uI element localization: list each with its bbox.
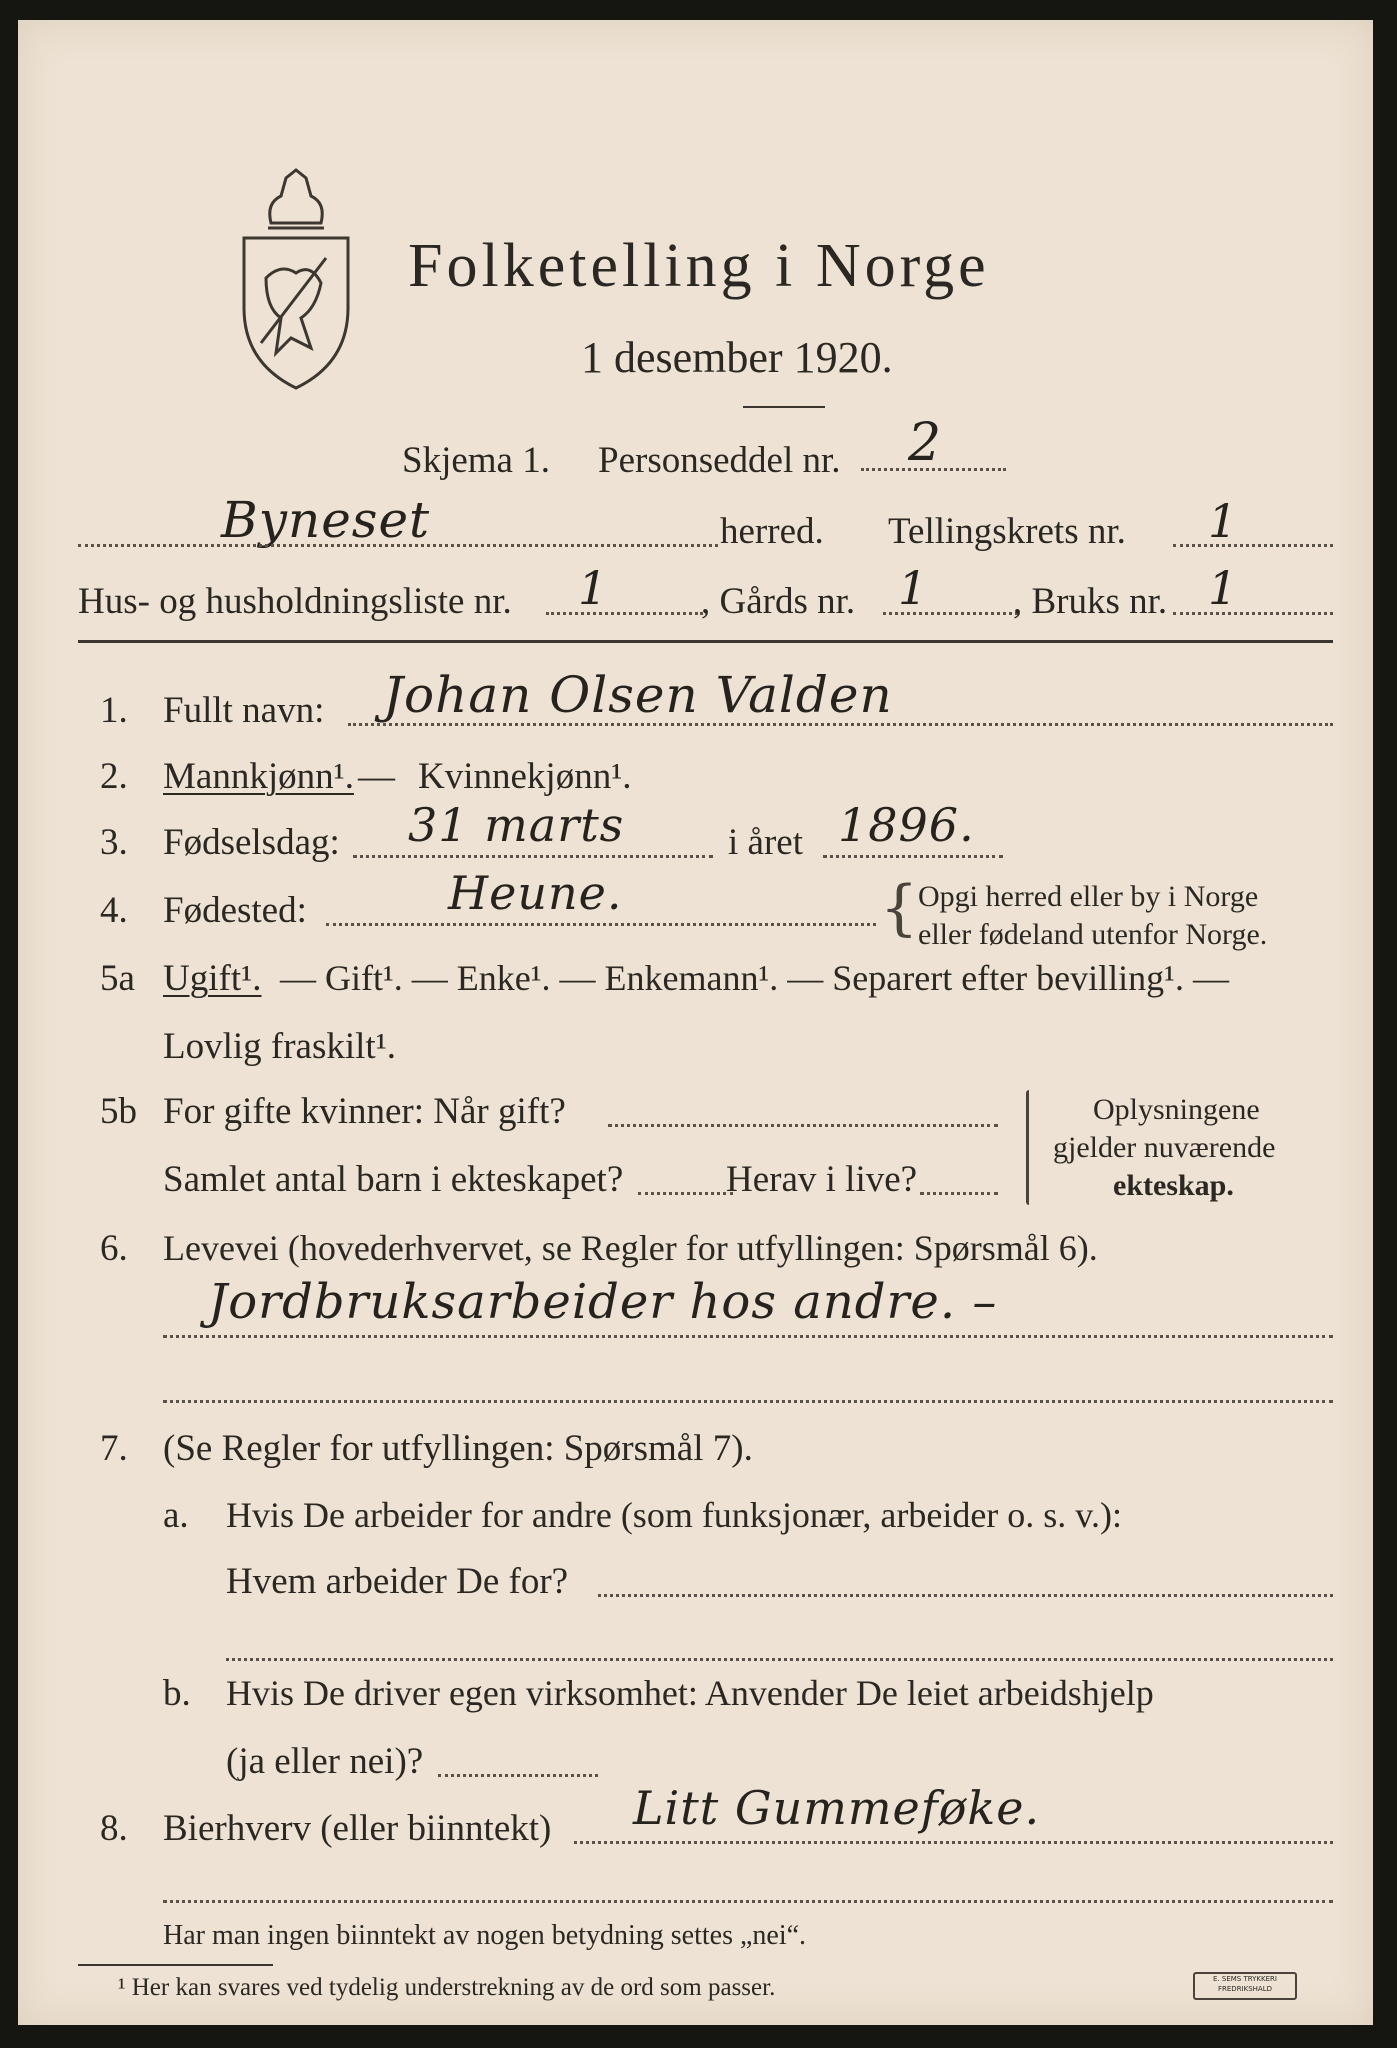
bruks-line	[1173, 612, 1333, 615]
herred-value: Byneset	[221, 491, 431, 549]
q5b-bracket	[1026, 1090, 1029, 1205]
q8-value: Litt Gummeføke.	[633, 1781, 1041, 1835]
gards-label: , Gårds nr.	[701, 581, 856, 622]
q5b-note-1: Oplysningene	[1093, 1093, 1260, 1126]
census-date: 1 desember 1920.	[581, 333, 893, 382]
q6-number: 6.	[100, 1228, 128, 1269]
q5b-children-label: Samlet antal barn i ekteskapet?	[163, 1159, 624, 1200]
q5b-label: For gifte kvinner: Når gift?	[163, 1091, 566, 1132]
q3-year-value: 1896.	[838, 798, 975, 852]
q7b-line-2: (ja eller nei)?	[226, 1741, 424, 1782]
q3-label: Fødselsdag:	[163, 822, 340, 863]
tellingskrets-label: Tellingskrets nr.	[888, 511, 1126, 552]
q5b-number: 5b	[100, 1091, 137, 1132]
form-title: Folketelling i Norge	[408, 232, 990, 300]
q5b-note-2: gjelder nuværende	[1053, 1131, 1276, 1164]
herred-label: herred.	[720, 511, 824, 552]
husliste-value: 1	[578, 561, 609, 615]
gards-value: 1	[898, 561, 929, 615]
herred-line	[78, 544, 718, 547]
q4-value: Heune.	[448, 866, 623, 920]
q5b-alive-line	[920, 1192, 998, 1195]
q2-number: 2.	[100, 756, 128, 797]
personseddel-label: Personseddel nr.	[598, 440, 841, 481]
q5a-options: — Gift¹. — Enke¹. — Enkemann¹. — Separert efter bevilling¹. —	[280, 958, 1229, 998]
q3-year-line	[823, 855, 1003, 858]
q2-separator: —	[358, 756, 395, 797]
q5b-married-line	[608, 1124, 998, 1127]
q5b-alive-label: Herav i live?	[726, 1159, 918, 1200]
q4-label: Fødested:	[163, 890, 307, 931]
q5a-ugift: Ugift¹.	[163, 958, 262, 999]
q5a-number: 5a	[100, 958, 135, 999]
skjema-label: Skjema 1.	[402, 440, 550, 481]
tellingskrets-line	[1173, 544, 1333, 547]
husliste-line	[546, 612, 703, 615]
q5b-children-line	[638, 1192, 733, 1195]
q5a-line-2: Lovlig fraskilt¹.	[163, 1026, 397, 1067]
q5b-note-3: ekteskap.	[1113, 1169, 1234, 1202]
bruks-value: 1	[1208, 561, 1239, 615]
q1-number: 1.	[100, 690, 128, 731]
q3-year-label: i året	[728, 822, 803, 863]
q8-label: Bierhverv (eller biinntekt)	[163, 1808, 552, 1849]
q7a-answer-line-2	[226, 1658, 1333, 1661]
q4-number: 4.	[100, 890, 128, 931]
personseddel-value: 2	[908, 413, 943, 473]
q7b-label: Hvis De driver egen virksomhet: Anvender De leiet arbeidshjelp	[226, 1673, 1154, 1713]
q2-male: Mannkjønn¹.	[163, 756, 354, 797]
q1-value: Johan Olsen Valden	[383, 666, 893, 724]
q7a-line-2: Hvem arbeider De for?	[226, 1561, 569, 1602]
q6-line-2	[163, 1400, 1333, 1403]
q3-value: 31 marts	[408, 798, 625, 852]
q8-number: 8.	[100, 1808, 128, 1849]
census-form	[18, 20, 1373, 2025]
q6-label: Levevei (hovederhvervet, se Regler for utfyllingen: Spørsmål 6).	[163, 1228, 1098, 1268]
footnote: ¹ Her kan svares ved tydelig understrekning av de ord som passer.	[118, 1974, 776, 2001]
q8-line-2	[163, 1900, 1333, 1903]
q6-line-1	[163, 1335, 1333, 1338]
q7b-answer-line	[438, 1774, 598, 1777]
q2-female: Kvinnekjønn¹.	[418, 756, 632, 797]
footer-divider	[78, 1964, 273, 1966]
q4-note-2: eller fødeland utenfor Norge.	[918, 918, 1268, 951]
q7a-answer-line-1	[598, 1594, 1333, 1597]
tellingskrets-value: 1	[1208, 494, 1239, 548]
q7-number: 7.	[100, 1428, 128, 1469]
header-divider	[78, 640, 1333, 643]
title-separator	[743, 406, 825, 408]
norway-coat-of-arms-icon	[236, 168, 356, 393]
q4-line	[326, 923, 876, 926]
q3-number: 3.	[100, 822, 128, 863]
husliste-label: Hus- og husholdningsliste nr.	[78, 581, 512, 622]
q1-label: Fullt navn:	[163, 690, 325, 731]
biinntekt-note: Har man ingen biinntekt av nogen betydning settes „nei“.	[163, 1920, 807, 1951]
q7b-letter: b.	[163, 1673, 191, 1714]
q7a-label: Hvis De arbeider for andre (som funksjonær, arbeider o. s. v.):	[226, 1495, 1122, 1535]
q7a-letter: a.	[163, 1495, 189, 1536]
q7-label: (Se Regler for utfyllingen: Spørsmål 7).	[163, 1428, 753, 1469]
printer-stamp: E. SEMS TRYKKERI FREDRIKSHALD	[1193, 1972, 1297, 2000]
q4-note-1: Opgi herred eller by i Norge	[918, 880, 1259, 913]
q3-line	[353, 855, 713, 858]
q6-value: Jordbruksarbeider hos andre. –	[208, 1274, 998, 1330]
q4-brace: {	[880, 873, 919, 943]
q8-line	[574, 1841, 1333, 1844]
bruks-label: , Bruks nr.	[1013, 581, 1168, 622]
